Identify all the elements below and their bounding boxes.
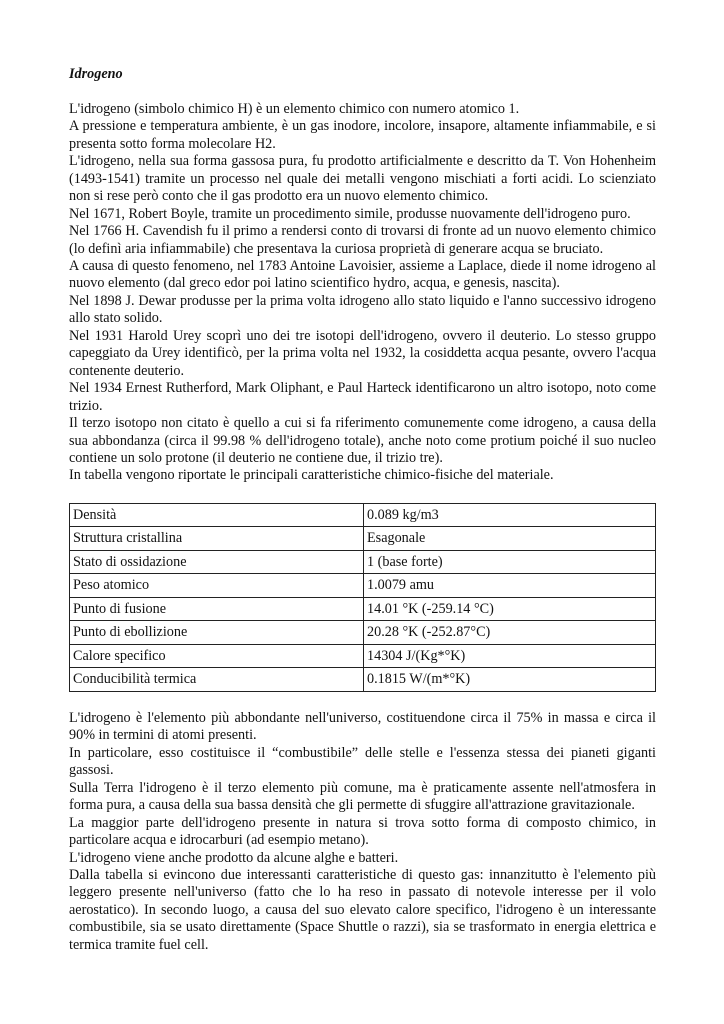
property-name-cell: Struttura cristallina xyxy=(70,527,364,551)
table-row xyxy=(70,597,656,621)
property-name-cell: Punto di ebollizione xyxy=(70,621,364,645)
document-page xyxy=(69,66,656,954)
property-value-cell: 1 (base forte) xyxy=(364,550,656,574)
intro-section xyxy=(69,101,656,485)
property-name-cell: Punto di fusione xyxy=(70,597,364,621)
property-value-cell: 14304 J/(Kg*°K) xyxy=(364,644,656,668)
closing-paragraph: Sulla Terra l'idrogeno è il terzo elemento più comune, ma è praticamente assente nell'atmosfera in forma pura, a causa della sua bassa densità che gli permette di sfuggire all'attrazione gravitazionale. xyxy=(69,779,656,814)
property-name-cell: Conducibilità termica xyxy=(70,668,364,692)
property-value-cell: 1.0079 amu xyxy=(364,574,656,598)
closing-paragraph: In particolare, esso costituisce il “combustibile” delle stelle e l'essenza stessa dei pianeti giganti gassosi. xyxy=(69,744,656,779)
table-row xyxy=(70,550,656,574)
property-value-cell: 0.1815 W/(m*°K) xyxy=(364,668,656,692)
property-value-cell: 0.089 kg/m3 xyxy=(364,503,656,527)
intro-paragraph: A pressione e temperatura ambiente, è un gas inodore, incolore, insapore, altamente infiammabile, e si presenta sotto forma molecolare H2. xyxy=(69,118,656,152)
closing-paragraph: Dalla tabella si evincono due interessanti caratteristiche di questo gas: innanzitutto è l'elemento più leggero presente nell'universo (fatto che lo ha reso in passato di notevole interesse per il volo aerostatico). In secondo luogo, a causa del suo elevato calore specifico, l'idrogeno è un interessante combustibile, sia se usato direttamente (Space Shuttle o razzi), sia se trasformato in energia elettrica e termica tramite fuel cell. xyxy=(69,867,656,953)
intro-paragraph: L'idrogeno (simbolo chimico H) è un elemento chimico con numero atomico 1. xyxy=(69,100,520,117)
table-row xyxy=(70,644,656,668)
intro-paragraph: L'idrogeno, nella sua forma gassosa pura, fu prodotto artificialmente e descritto da T. Von Hohenheim (1493-1541) tramite un processo nel quale dei metalli vengono mischiati a forti acidi. Lo scienziato non si rese però conto che il gas prodotto era un nuovo elemento chimico. xyxy=(69,153,656,205)
intro-paragraph: Nel 1898 J. Dewar produsse per la prima volta idrogeno allo stato liquido e l'anno successivo idrogeno allo stato solido. xyxy=(69,292,656,327)
property-value-cell: 20.28 °K (-252.87°C) xyxy=(364,621,656,645)
properties-table xyxy=(69,503,656,692)
document-title: Idrogeno xyxy=(69,66,123,82)
closing-section xyxy=(69,710,656,954)
property-name-cell: Densità xyxy=(70,503,364,527)
closing-paragraph: L'idrogeno è l'elemento più abbondante nell'universo, costituendone circa il 75% in massa e circa il 90% in termini di atomi presenti. xyxy=(69,709,656,744)
intro-paragraph: Nel 1934 Ernest Rutherford, Mark Oliphant, e Paul Harteck identificarono un altro isotopo, noto come trizio. xyxy=(69,380,656,414)
intro-paragraph: Nel 1931 Harold Urey scoprì uno dei tre isotopi dell'idrogeno, ovvero il deuterio. Lo stesso gruppo capeggiato da Urey identificò, per la prima volta nel 1932, la cosiddetta acqua pesante, ovvero l'acqua contenente deuterio. xyxy=(69,327,656,379)
property-name-cell: Peso atomico xyxy=(70,574,364,598)
intro-paragraph: Il terzo isotopo non citato è quello a cui si fa riferimento comunemente come idrogeno, a causa della sua abbondanza (circa il 99.98 % dell'idrogeno totale), anche noto come protium poiché il suo nucleo contiene un solo protone (il deuterio ne contiene due, il trizio tre). xyxy=(69,415,656,467)
table-row xyxy=(70,503,656,527)
closing-paragraph: La maggior parte dell'idrogeno presente in natura si trova sotto forma di composto chimico, in particolare acqua e idrocarburi (ad esempio metano). xyxy=(69,814,656,849)
property-name-cell: Calore specifico xyxy=(70,644,364,668)
table-row xyxy=(70,621,656,645)
table-row xyxy=(70,574,656,598)
closing-paragraph: L'idrogeno viene anche prodotto da alcune alghe e batteri. xyxy=(69,849,399,866)
intro-paragraph: Nel 1766 H. Cavendish fu il primo a rendersi conto di trovarsi di fronte ad un nuovo elemento chimico (lo definì aria infiammabile) che presentava la curiosa proprietà di generare acqua se bruciato. xyxy=(69,223,656,257)
property-value-cell: 14.01 °K (-259.14 °C) xyxy=(364,597,656,621)
intro-paragraph: A causa di questo fenomeno, nel 1783 Antoine Lavoisier, assieme a Laplace, diede il nome idrogeno al nuovo elemento (dal greco edor poi latino scientifico hydro, acqua, e genesis, nascita). xyxy=(69,258,656,292)
table-row xyxy=(70,527,656,551)
intro-paragraph: In tabella vengono riportate le principali caratteristiche chimico-fisiche del materiale. xyxy=(69,467,554,484)
intro-paragraph: Nel 1671, Robert Boyle, tramite un procedimento simile, produsse nuovamente dell'idrogeno puro. xyxy=(69,205,631,222)
property-name-cell: Stato di ossidazione xyxy=(70,550,364,574)
table-row xyxy=(70,668,656,692)
property-value-cell: Esagonale xyxy=(364,527,656,551)
